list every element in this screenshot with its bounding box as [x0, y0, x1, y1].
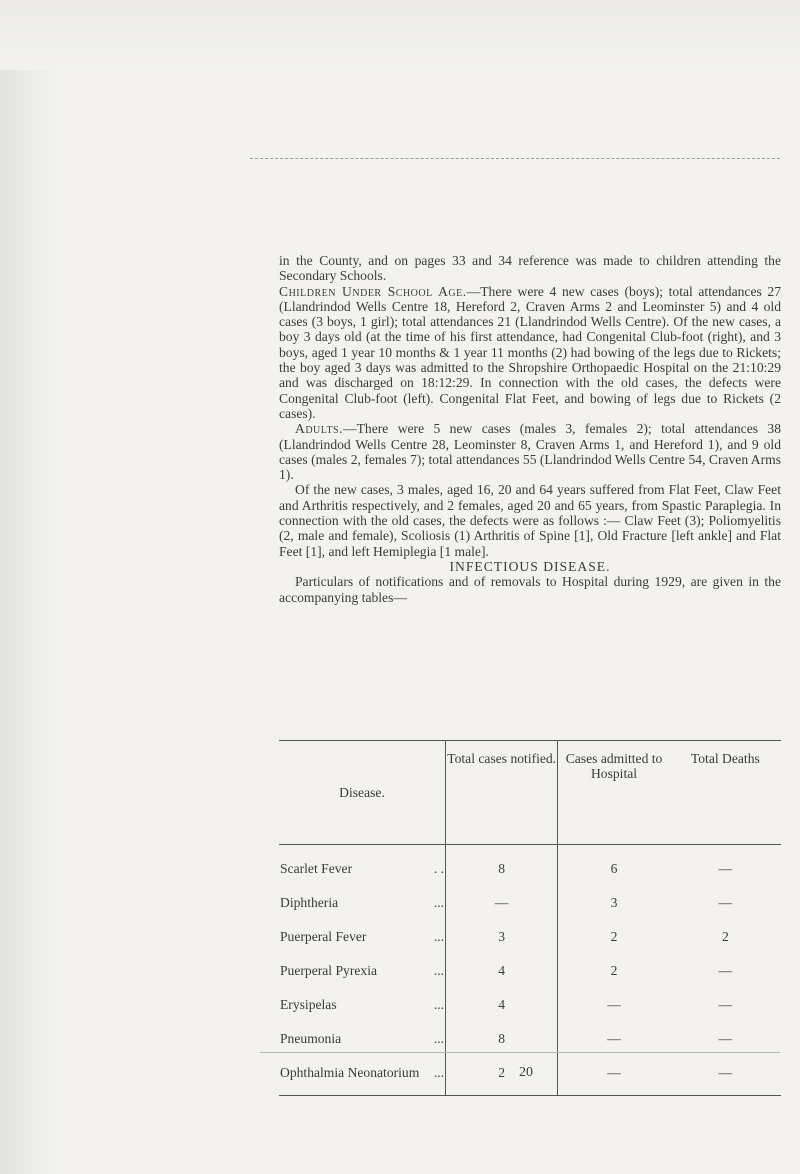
row-disease: Ophthalmia Neonatorium [280, 1065, 420, 1080]
row-notified: 8 [446, 1022, 558, 1056]
row-disease: Puerperal Pyrexia [280, 963, 378, 978]
table-row [279, 988, 781, 1022]
row-admitted: 2 [558, 920, 670, 954]
paragraph-children [279, 284, 781, 422]
row-leader-dots: . . [433, 861, 445, 876]
row-disease: Pneumonia [280, 1031, 342, 1046]
page-edge-rule [250, 158, 780, 159]
header-notified: Total cases notified. [446, 741, 558, 845]
row-admitted: 3 [558, 886, 670, 920]
table-row [279, 1022, 781, 1056]
row-leader-dots: ... [433, 895, 445, 910]
row-notified: 2 [446, 1056, 558, 1096]
paragraph-new-cases: Of the new cases, 3 males, aged 16, 20 and 64 years suffered from Flat Feet, Claw Feet and Arthritis respectively, and 2 females, aged 20 and 65 years, from Spastic Paraplegia. In connection with the old cases, the defects were as follows :— Claw Feet (3); Poliomyelitis (2, male and female), Scoliosis (1) Arthritis of Spine [1], Old Fracture [left ankle] and Flat Feet [1], and left Hemiplegia [1 male]. [279, 482, 781, 559]
header-admitted: Cases admitted to Hospital [558, 741, 670, 845]
row-disease: Scarlet Fever [280, 861, 353, 876]
children-body: —There were 4 new cases (boys); total attendances 27 (Llandrindod Wells Centre 18, Hereford 2, Craven Arms 2 and Leominster 5) and 4 old cases (3 boys, 1 girl); total attendances 21 (Llandrindod Wells Centre). Of the new cases, a boy 3 days old (at the time of his first attendance, had Congenital Club-foot (right), and 3 boys, aged 1 year 10 months & 1 year 11 months (2) had bowing of the legs due to Rickets; the boy aged 3 days was admitted to the Shropshire Orthopaedic Hospital on the 21:10:29 and was discharged on 18:12:29. In connection with the old cases, the defects were Congenital Club-foot (left). Congenital Flat Feet, and bowing of legs due to Rickets (2 cases). [279, 283, 781, 421]
row-notified: 3 [446, 920, 558, 954]
paragraph-adults [279, 421, 781, 482]
paragraph-notifications: Particulars of notifications and of removals to Hospital during 1929, are given in the accompanying tables— [279, 574, 781, 605]
row-deaths: — [718, 997, 733, 1012]
page-shadow-top [0, 0, 800, 70]
row-notified: 4 [446, 954, 558, 988]
page-number: 20 [519, 1065, 533, 1080]
row-deaths: — [718, 1031, 733, 1046]
table-row [279, 845, 781, 887]
report-body [279, 253, 781, 605]
table-header-row [279, 741, 781, 845]
row-disease: Puerperal Fever [280, 929, 367, 944]
paragraph-intro: in the County, and on pages 33 and 34 reference was made to children attending the Secondary Schools. [279, 253, 781, 284]
row-leader-dots: ... [433, 929, 445, 944]
row-leader-dots: ... [433, 1031, 445, 1046]
row-leader-dots: ... [433, 997, 445, 1012]
row-deaths: 2 [721, 929, 729, 944]
row-deaths: — [718, 963, 733, 978]
table-row [279, 954, 781, 988]
section-heading: INFECTIOUS DISEASE. [449, 558, 611, 574]
row-admitted: — [558, 1022, 670, 1056]
children-heading: Children Under School Age. [279, 283, 467, 299]
row-admitted: — [558, 988, 670, 1022]
row-notified: 4 [446, 988, 558, 1022]
infectious-disease-table [279, 740, 781, 1096]
row-leader-dots: ... [433, 1065, 445, 1080]
table-row [279, 886, 781, 920]
row-notified: — [446, 886, 558, 920]
row-admitted: 2 [558, 954, 670, 988]
header-disease: Disease. [279, 741, 446, 845]
row-deaths: — [718, 895, 733, 910]
row-notified: 8 [446, 845, 558, 887]
header-deaths: Total Deaths [670, 741, 781, 845]
page-shadow-left [0, 0, 60, 1174]
table-row [279, 920, 781, 954]
row-deaths: — [718, 861, 733, 876]
row-deaths: — [670, 1056, 781, 1096]
adults-heading: Adults. [295, 421, 344, 437]
row-disease: Erysipelas [280, 997, 337, 1012]
row-admitted: — [558, 1056, 670, 1096]
row-disease: Diphtheria [280, 895, 339, 910]
adults-body: —There were 5 new cases (males 3, females 2); total attendances 38 (Llandrindod Wells Centre 28, Leominster 8, Craven Arms 1, and Hereford 1), and 9 old cases (males 2, females 7); total attendances 55 (Llandrindod Wells Centre 54, Craven Arms 1). [279, 421, 781, 483]
row-leader-dots: ... [433, 963, 445, 978]
page-edge-bottom [260, 1052, 780, 1053]
row-admitted: 6 [558, 845, 670, 887]
